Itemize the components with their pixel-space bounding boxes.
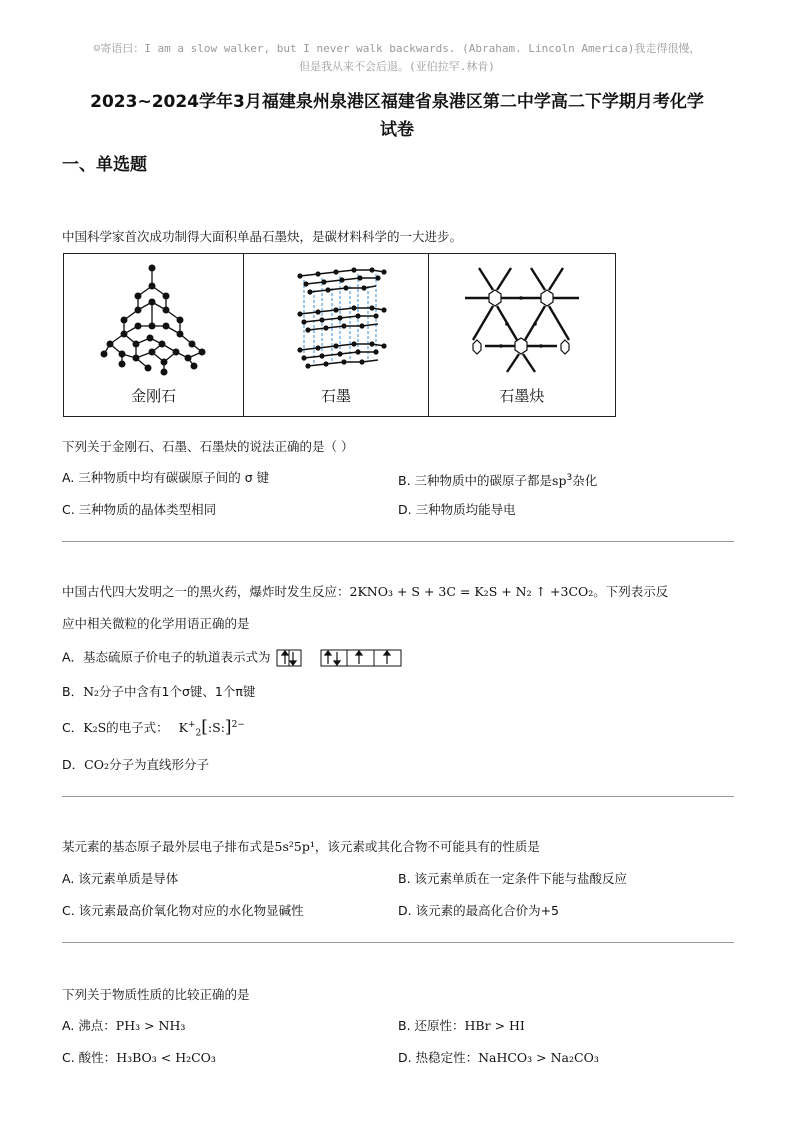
motto-line-2: 但是我从来不会后退。(亚伯拉罕.林肯) — [299, 60, 495, 73]
q2-option-c-pre: C． — [62, 720, 84, 736]
k2s-electron-formula: $K^+_2[:S:]^{2-}$ — [178, 717, 245, 739]
q2-stem-equation: 2KNO₃ + S + 3C = K₂S + N₂ ↑ +3CO₂ — [349, 584, 594, 599]
q2-option-a[interactable] — [62, 648, 407, 668]
q4-option-b-pre: B. 还原性： — [398, 1018, 465, 1033]
q2-option-d-pre: D． — [62, 757, 85, 772]
graphite-label: 石墨 — [321, 387, 352, 405]
q4-option-d[interactable] — [398, 1049, 599, 1067]
question-divider — [62, 541, 734, 542]
graphite-figure — [244, 254, 428, 416]
q4-option-b-expr: HBr > HI — [464, 1018, 525, 1033]
s-ion: :S: — [207, 720, 225, 736]
q1-option-b-sp: sp — [552, 473, 567, 489]
q2-stem-post: 。下列表示反 — [593, 584, 669, 599]
q2-option-d[interactable] — [62, 756, 209, 774]
q2-option-b-formula: N₂ — [83, 684, 100, 699]
q4-option-d-expr: NaHCO₃ > Na₂CO₃ — [478, 1050, 599, 1065]
graphdiyne-label: 石墨炔 — [499, 387, 545, 405]
question-divider — [62, 796, 734, 797]
q3-option-c[interactable]: C. 该元素最高价氧化物对应的水化物显碱性 — [62, 903, 304, 918]
q2-option-a-text: A．基态硫原子价电子的轨道表示式为 — [62, 649, 271, 665]
question-divider — [62, 942, 734, 943]
q1-option-b[interactable] — [398, 469, 597, 490]
q3-option-a[interactable]: A. 该元素单质是导体 — [62, 871, 179, 886]
s-ion-charge: 2− — [231, 720, 245, 730]
k-ion: K — [178, 720, 188, 736]
q3-option-d[interactable]: D. 该元素的最高化合价为+5 — [398, 903, 559, 918]
motto — [40, 40, 754, 76]
k-ion-charge: + — [188, 720, 196, 730]
q4-stem: 下列关于物质性质的比较正确的是 — [62, 987, 250, 1002]
q4-option-c-expr: H₃BO₃ < H₂CO₃ — [116, 1050, 216, 1065]
q1-option-d[interactable]: D. 三种物质均能导电 — [398, 502, 516, 517]
title-line-2: 试卷 — [380, 120, 414, 140]
q2-option-b-post: 分子中含有1个σ键、1个π键 — [99, 684, 256, 699]
q1-stem: 下列关于金刚石、石墨、石墨炔的说法正确的是（ ） — [62, 439, 354, 454]
graphdiyne-figure — [429, 254, 615, 416]
q4-option-b[interactable] — [398, 1017, 525, 1035]
q2-option-b-pre: B． — [62, 684, 84, 699]
section-title: 一、单选题 — [62, 155, 147, 175]
q2-option-d-post: 分子为直线形分子 — [108, 757, 209, 772]
q2-stem-pre: 中国古代四大发明之一的黑火药，爆炸时发生反应： — [62, 584, 350, 599]
q4-option-a-expr: PH₃ > NH₃ — [115, 1018, 186, 1033]
q4-option-d-pre: D. 热稳定性： — [398, 1050, 479, 1065]
q4-option-a-pre: A. 沸点： — [62, 1018, 116, 1033]
k-ion-count: 2 — [195, 728, 202, 739]
q3-option-b[interactable]: B. 该元素单质在一定条件下能与盐酸反应 — [398, 871, 628, 886]
motto-line-1: ☺寄语曰：I am a slow walker, but I never walk backwards. (Abraham. Lincoln America)我走得很慢， — [93, 42, 701, 55]
diamond-label: 金刚石 — [131, 387, 177, 405]
q2-option-b[interactable] — [62, 683, 255, 701]
q2-option-c[interactable] — [62, 716, 245, 743]
q1-option-b-post: 杂化 — [572, 473, 598, 489]
q2-option-d-formula: CO₂ — [84, 757, 109, 772]
q1-option-c[interactable]: C. 三种物质的晶体类型相同 — [62, 502, 217, 517]
diamond-figure — [64, 254, 244, 416]
q2-stem-line2: 应中相关微粒的化学用语正确的是 — [62, 616, 250, 631]
q1-option-b-text: B. 三种物质中的碳原子都是 — [398, 473, 553, 489]
page-title — [30, 88, 764, 144]
q3-stem-post: ，该元素或其化合物不可能具有的性质是 — [314, 839, 540, 854]
q2-option-c-formula: K₂S — [83, 720, 107, 736]
q4-option-a[interactable] — [62, 1017, 185, 1035]
q1-option-a[interactable]: A. 三种物质中均有碳碳原子间的 σ 键 — [62, 470, 270, 485]
q3-stem — [62, 838, 540, 856]
q1-figure-table — [63, 253, 616, 417]
orbital-diagram-icon — [275, 648, 407, 668]
q4-option-c-pre: C. 酸性： — [62, 1050, 117, 1065]
q1-option-b-sup: 3 — [566, 473, 573, 483]
q2-stem-line1 — [62, 583, 668, 601]
q1-intro: 中国科学家首次成功制得大面积单晶石墨炔，是碳材料科学的一大进步。 — [62, 229, 463, 244]
q3-config: 5s²5p¹ — [274, 839, 315, 854]
q3-stem-pre: 某元素的基态原子最外层电子排布式是 — [62, 839, 275, 854]
q4-option-c[interactable] — [62, 1049, 216, 1067]
title-line-1: 2023~2024学年3月福建泉州泉港区福建省泉港区第二中学高二下学期月考化学 — [90, 92, 704, 112]
q2-option-c-post: 的电子式： — [106, 720, 169, 736]
